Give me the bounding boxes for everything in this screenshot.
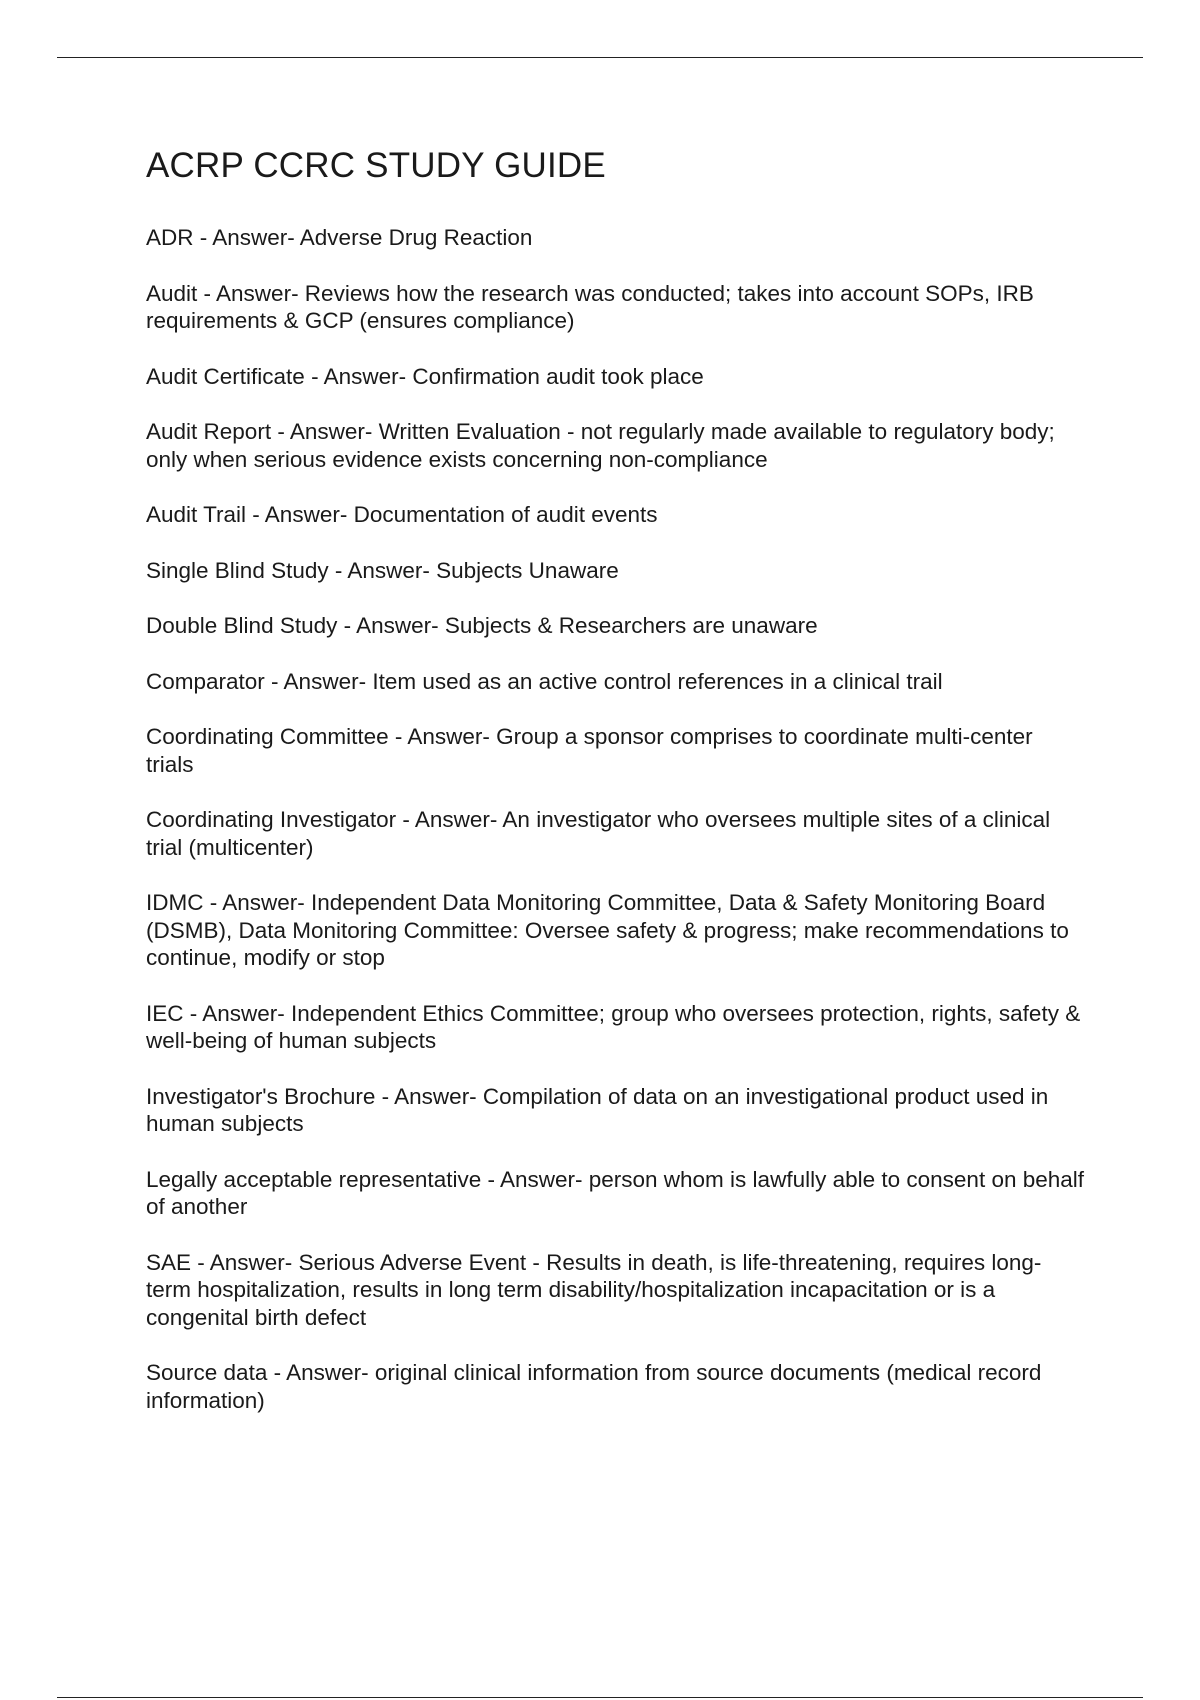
glossary-list xyxy=(146,224,1086,1414)
glossary-entry-comparator: Comparator - Answer- Item used as an active control references in a clinical trail xyxy=(146,668,943,694)
glossary-entry-audit-trail: Audit Trail - Answer- Documentation of audit events xyxy=(146,502,658,527)
glossary-entry-legally-acceptable-representative: Legally acceptable representative - Answer- person whom is lawfully able to consent on behalf of another xyxy=(146,1166,1085,1219)
glossary-entry-coordinating-investigator: Coordinating Investigator - Answer- An investigator who oversees multiple sites of a clinical trial (multicenter) xyxy=(146,807,1051,860)
glossary-entry-adr: ADR - Answer- Adverse Drug Reaction xyxy=(146,225,533,250)
glossary-entry-audit-certificate: Audit Certificate - Answer- Confirmation audit took place xyxy=(146,363,704,389)
glossary-entry-source-data: Source data - Answer- original clinical information from source documents (medical record information) xyxy=(146,1360,1042,1413)
glossary-entry-coordinating-committee: Coordinating Committee - Answer- Group a sponsor comprises to coordinate multi-center trials xyxy=(146,724,1033,777)
bottom-divider xyxy=(57,1697,1143,1698)
glossary-entry-audit: Audit - Answer- Reviews how the research was conducted; takes into account SOPs, IRB requirements & GCP (ensures compliance) xyxy=(146,280,1034,333)
glossary-entry-iec: IEC - Answer- Independent Ethics Committee; group who oversees protection, rights, safety & well-being of human subjects xyxy=(146,1000,1081,1053)
top-divider xyxy=(57,57,1143,58)
glossary-entry-sae: SAE - Answer- Serious Adverse Event - Results in death, is life-threatening, requires long-term hospitalization, results in long term disability/hospitalization incapacitation or is a congenital birth defect xyxy=(146,1249,1042,1330)
glossary-entry-idmc: IDMC - Answer- Independent Data Monitoring Committee, Data & Safety Monitoring Board (DSMB), Data Monitoring Committee: Oversee safety & progress; make recommendations to continue, modify or stop xyxy=(146,890,1069,970)
document-title: ACRP CCRC STUDY GUIDE xyxy=(146,146,606,185)
glossary-entry-investigators-brochure: Investigator's Brochure - Answer- Compilation of data on an investigational product used in human subjects xyxy=(146,1083,1049,1136)
glossary-entry-single-blind-study: Single Blind Study - Answer- Subjects Unaware xyxy=(146,557,619,583)
document-body xyxy=(146,144,1086,1442)
glossary-entry-double-blind-study: Double Blind Study - Answer- Subjects & Researchers are unaware xyxy=(146,613,818,638)
glossary-entry-audit-report: Audit Report - Answer- Written Evaluation - not regularly made available to regulatory body; only when serious evidence exists concerning non-compliance xyxy=(146,419,1055,472)
